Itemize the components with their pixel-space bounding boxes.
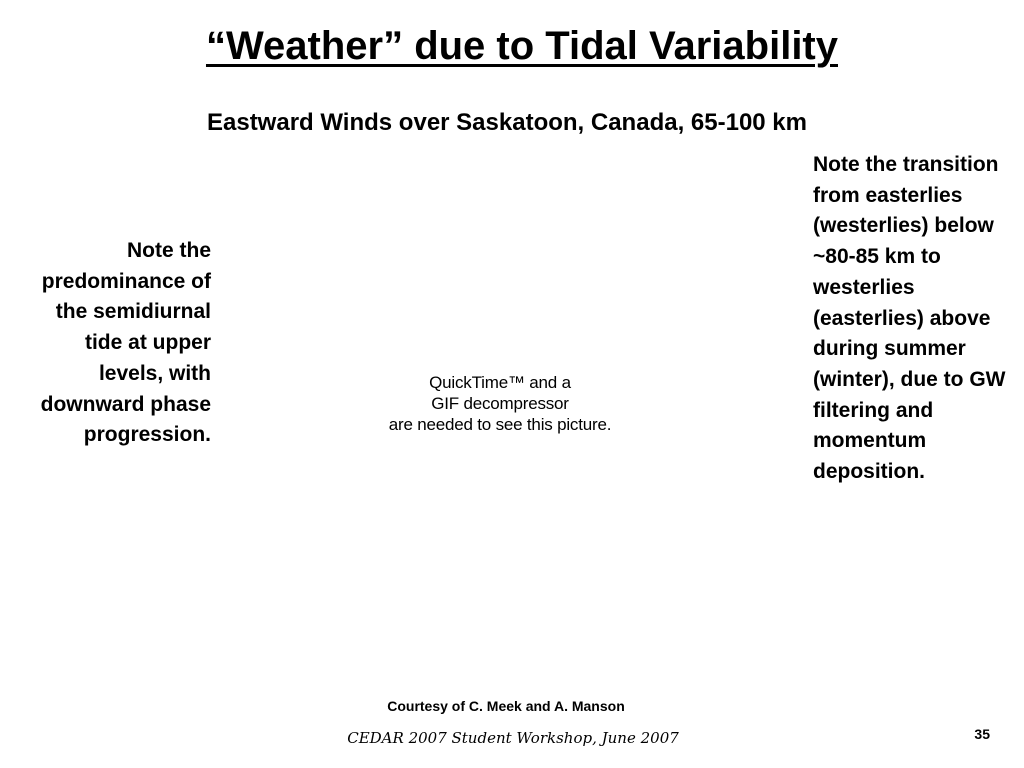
placeholder-line-1: QuickTime™ and a <box>429 373 571 392</box>
left-note: Note the predominance of the semidiurnal tide at upper levels, with downward phase progression. <box>40 239 211 447</box>
right-note: Note the transition from easterlies (westerlies) below ~80-85 km to westerlies (easterlies) above during summer (winter), due to GW filtering and momentum deposition. <box>813 153 1006 484</box>
courtesy-credit: Courtesy of C. Meek and A. Manson <box>387 698 625 714</box>
slide-title: “Weather” due to Tidal Variability <box>205 24 838 68</box>
placeholder-line-3: are needed to see this picture. <box>388 415 612 434</box>
slide-subtitle: Eastward Winds over Saskatoon, Canada, 65-100 km <box>206 109 807 136</box>
quicktime-image-placeholder <box>300 372 700 435</box>
placeholder-line-2: GIF decompressor <box>431 394 569 413</box>
page-number: 35 <box>974 726 990 742</box>
footer-text: CEDAR 2007 Student Workshop, June 2007 <box>347 729 679 747</box>
